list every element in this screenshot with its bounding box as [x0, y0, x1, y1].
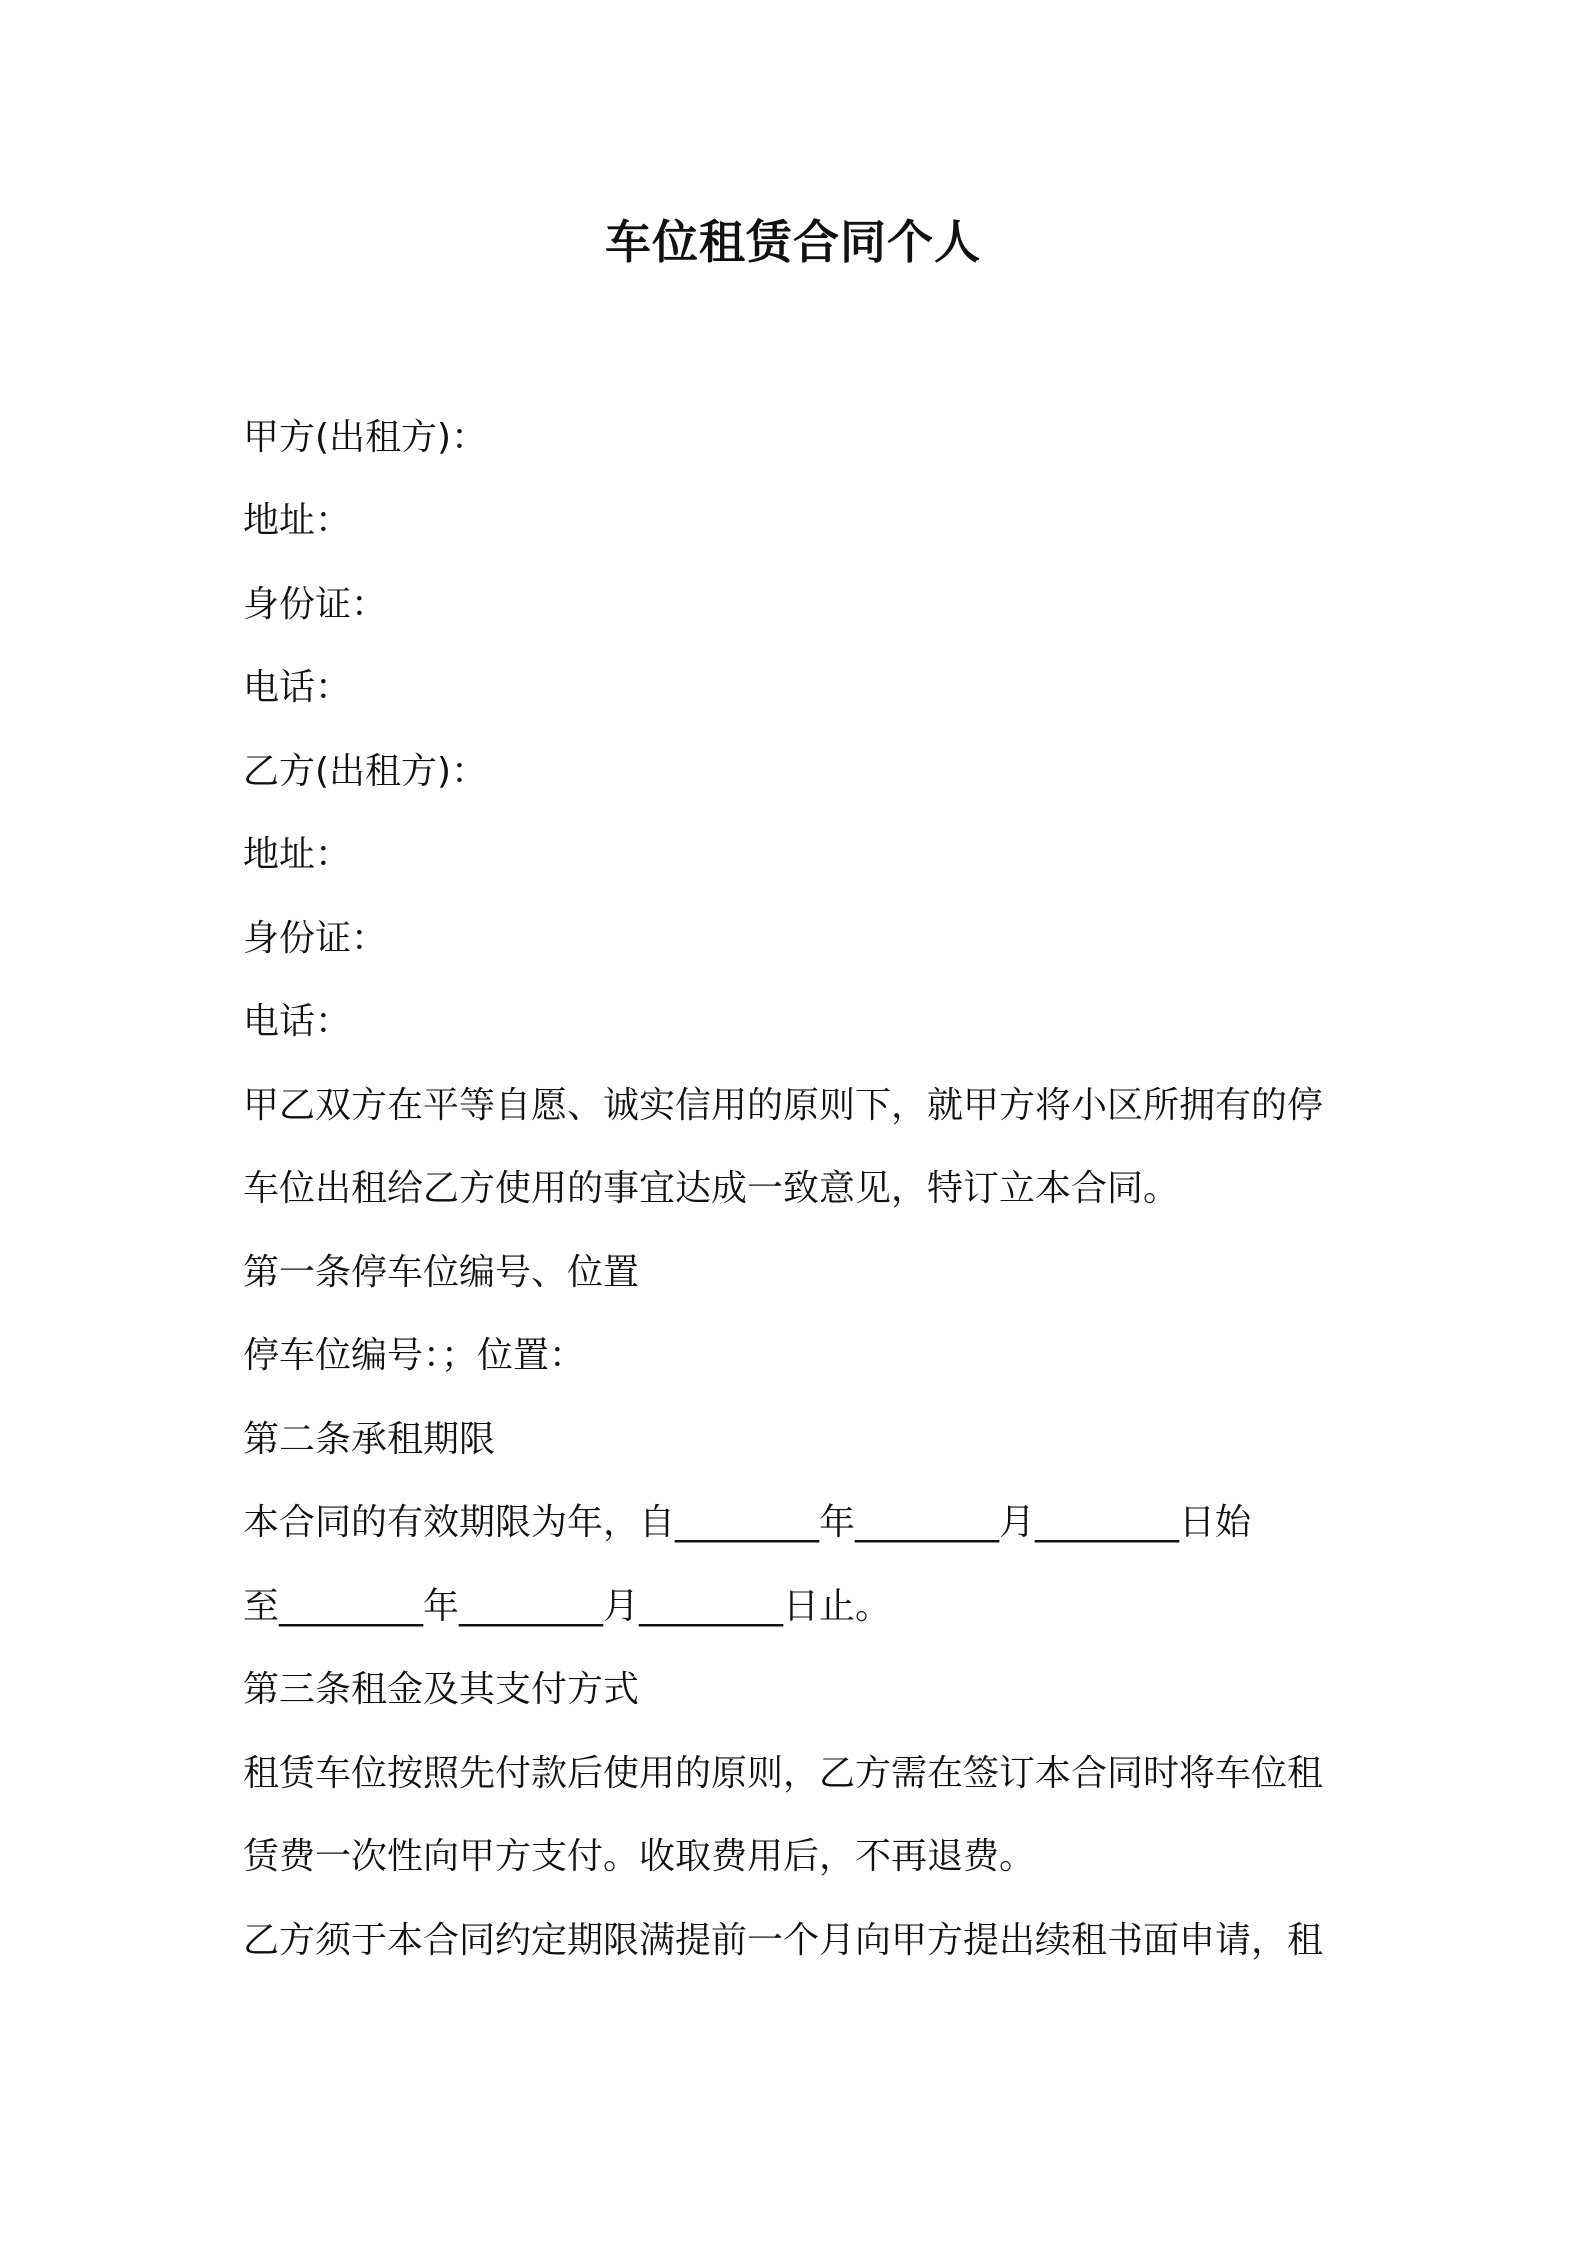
party-a-address: 地址： — [243, 500, 352, 541]
article-1-text: 停车位编号：；位置： — [243, 1335, 586, 1376]
party-b-label: 乙方(出租方)： — [243, 751, 488, 792]
party-b-id: 身份证： — [243, 918, 388, 959]
article-3-text-1: 租赁车位按照先付款后使用的原则，乙方需在签订本合同时将车位租 — [243, 1753, 1324, 1794]
article-2-text-1: 本合同的有效期限为年，自________年________月________日始 — [243, 1502, 1252, 1543]
party-b-phone: 电话： — [243, 1001, 352, 1042]
party-a-phone: 电话： — [243, 667, 352, 708]
party-a-id: 身份证： — [243, 584, 388, 625]
article-3-heading: 第三条租金及其支付方式 — [243, 1669, 640, 1710]
party-a-label: 甲方(出租方)： — [243, 417, 488, 458]
article-2-heading: 第二条承租期限 — [243, 1419, 496, 1460]
document-title: 车位租赁合同个人 — [605, 215, 981, 269]
article-2-text-2: 至________年________月________日止。 — [243, 1586, 892, 1627]
article-3-text-2: 赁费一次性向甲方支付。收取费用后，不再退费。 — [243, 1836, 1036, 1877]
article-1-heading: 第一条停车位编号、位置 — [243, 1252, 640, 1293]
preamble-line-1: 甲乙双方在平等自愿、诚实信用的原则下，就甲方将小区所拥有的停 — [243, 1085, 1324, 1126]
preamble-line-2: 车位出租给乙方使用的事宜达成一致意见，特订立本合同。 — [243, 1168, 1180, 1209]
article-3-text-3: 乙方须于本合同约定期限满提前一个月向甲方提出续租书面申请，租 — [243, 1920, 1324, 1961]
party-b-address: 地址： — [243, 834, 352, 875]
